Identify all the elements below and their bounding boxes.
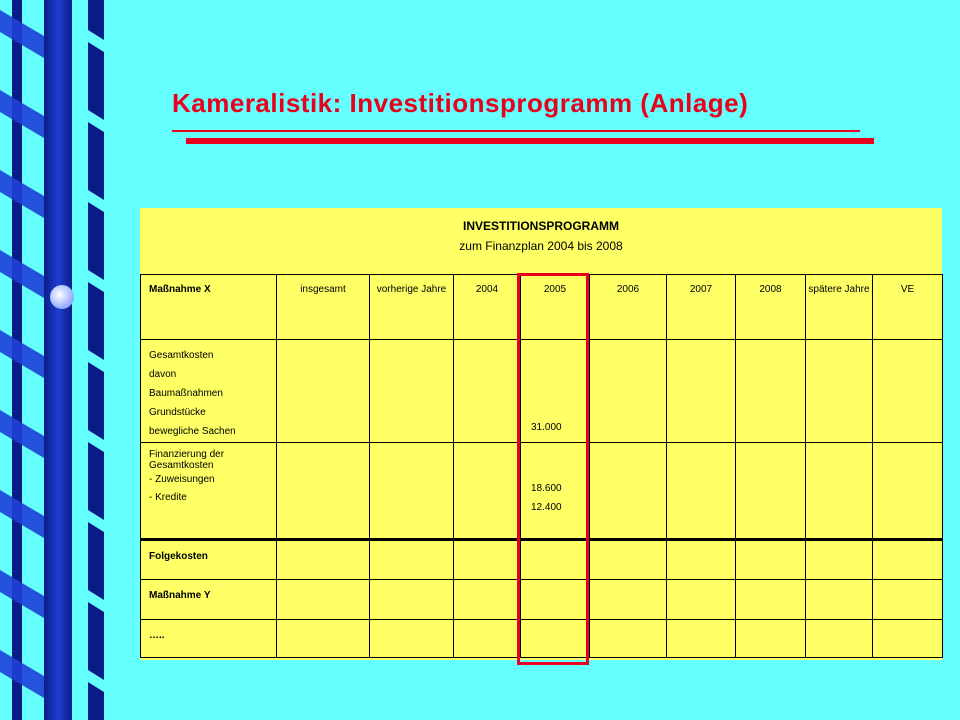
table-cell — [454, 443, 521, 540]
table-cell — [590, 443, 667, 540]
table-cell — [667, 443, 736, 540]
row-label-massnahme-y: Maßnahme Y — [141, 580, 277, 620]
table-heading: INVESTITIONSPROGRAMM — [462, 219, 619, 233]
table-cell — [806, 580, 873, 620]
table-cell — [667, 620, 736, 658]
column-header: 2007 — [667, 275, 736, 340]
column-header: VE — [873, 275, 943, 340]
table-cell — [736, 620, 806, 658]
table-cell — [454, 620, 521, 658]
table-cell — [370, 540, 454, 580]
column-header: insgesamt — [277, 275, 370, 340]
row-label-line: - Zuweisungen — [149, 474, 215, 485]
decorative-sidebar — [0, 0, 104, 720]
row-label-line: Gesamtkosten — [149, 350, 214, 361]
table-cell — [736, 340, 806, 443]
table-cell — [370, 340, 454, 443]
row-label-line: bewegliche Sachen — [149, 426, 236, 437]
table-cell — [370, 443, 454, 540]
row-label-line: Gesamtkosten — [149, 460, 214, 471]
table-cell — [667, 340, 736, 443]
table-cell — [806, 340, 873, 443]
table-cell — [806, 540, 873, 580]
table-cell — [454, 540, 521, 580]
row-label-line: davon — [149, 369, 177, 380]
table-cell — [873, 340, 943, 443]
table-cell — [667, 540, 736, 580]
table-cell — [667, 580, 736, 620]
table-cell — [454, 340, 521, 443]
table-cell — [590, 620, 667, 658]
table-cell — [806, 620, 873, 658]
table-cell — [873, 620, 943, 658]
table-cell — [277, 443, 370, 540]
column-header: vorherige Jahre — [370, 275, 454, 340]
table-cell — [277, 540, 370, 580]
table-cell — [277, 580, 370, 620]
table-cell — [873, 580, 943, 620]
column-header: 2008 — [736, 275, 806, 340]
table-cell — [590, 580, 667, 620]
column-header: 2006 — [590, 275, 667, 340]
table-cell — [806, 443, 873, 540]
row-label-line: Grundstücke — [149, 407, 206, 418]
table-cell — [454, 580, 521, 620]
column-header: 2004 — [454, 275, 521, 340]
column-header: Maßnahme X — [141, 275, 277, 340]
table-cell — [277, 340, 370, 443]
row-label-folgekosten: Folgekosten — [141, 540, 277, 580]
row-label-line: Finanzierung der — [149, 449, 225, 460]
row-label-line: - Kredite — [149, 492, 187, 503]
table-cell — [736, 443, 806, 540]
highlight-2005-column — [517, 273, 589, 665]
cell-value: 12.400 — [531, 502, 562, 513]
row-label-costs — [141, 340, 277, 443]
table-subheading: zum Finanzplan 2004 bis 2008 — [459, 239, 623, 253]
table-cell — [590, 540, 667, 580]
title-underline-thin — [172, 130, 860, 132]
table-cell — [873, 443, 943, 540]
row-label-line: Baumaßnahmen — [149, 388, 223, 399]
table-cell — [370, 620, 454, 658]
table-cell — [736, 540, 806, 580]
cell-value: 18.600 — [531, 483, 562, 494]
title-underline-thick — [186, 138, 874, 144]
table-cell — [736, 580, 806, 620]
table-cell — [370, 580, 454, 620]
column-header: spätere Jahre — [806, 275, 873, 340]
table-cell — [590, 340, 667, 443]
row-label-more: ….. — [141, 620, 277, 658]
column-header: 2005 — [521, 275, 590, 340]
page-title: Kameralistik: Investitionsprogramm (Anlage) — [172, 88, 749, 118]
table-cell — [277, 620, 370, 658]
row-label-finance — [141, 443, 277, 540]
table-cell — [873, 540, 943, 580]
cell-value: 31.000 — [531, 422, 562, 433]
